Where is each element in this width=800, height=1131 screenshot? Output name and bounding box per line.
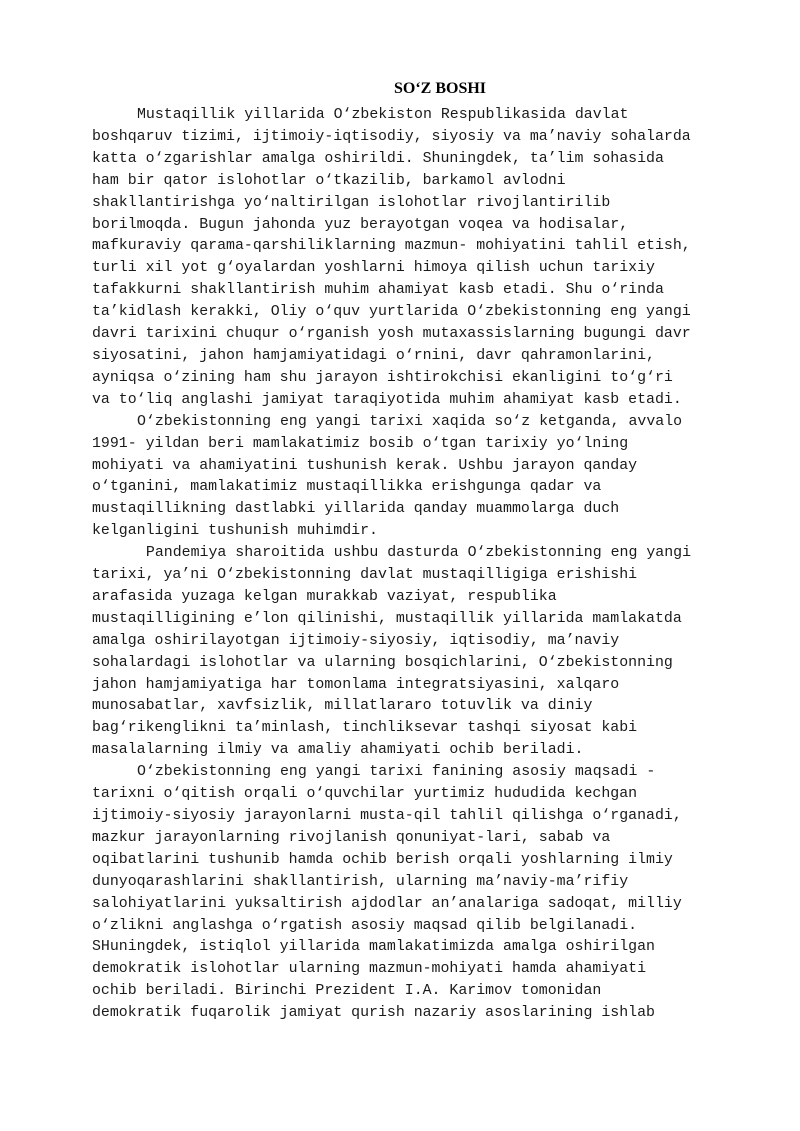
text-line: sohalardagi islohotlar va ularning bosqichlarini, O‘zbekistonning: [92, 654, 673, 671]
text-line: munosabatlar, xavfsizlik, millatlararo totuvlik va diniy: [92, 698, 593, 715]
text-line: O‘zbekistonning eng yangi tarixi xaqida so‘z ketganda, avvalo: [137, 413, 683, 430]
text-line: demokratik fuqarolik jamiyat qurish nazariy asoslarining ishlab: [92, 1005, 655, 1022]
text-line: salohiyatlarini yuksaltirish ajdodlar an’analariga sadoqat, milliy: [92, 895, 682, 912]
text-line: bag‘rikenglikni ta’minlash, tinchliksevar tashqi siyosat kabi: [92, 720, 638, 737]
paragraph: [92, 762, 752, 1025]
text-line: mustaqilligining e’lon qilinishi, mustaqillik yillarida mamlakatda: [92, 610, 682, 627]
text-line: Pandemiya sharoitida ushbu dasturda O‘zbekistonning eng yangi: [137, 545, 692, 562]
text-line: amalga oshirilayotgan ijtimoiy-siyosiy, iqtisodiy, ma’naviy: [92, 632, 620, 649]
text-line: borilmoqda. Bugun jahonda yuz berayotgan voqea va hodisalar,: [92, 216, 629, 233]
text-line: O‘zbekistonning eng yangi tarixi fanining asosiy maqsadi -: [137, 764, 656, 781]
text-line: ham bir qator islohotlar o‘tkazilib, barkamol avlodni: [92, 172, 566, 189]
text-line: tarixi, ya’ni O‘zbekistonning davlat mustaqilligiga erishishi: [92, 567, 638, 584]
text-line: arafasida yuzaga kelgan murakkab vaziyat, respublika: [92, 588, 557, 605]
text-line: ijtimoiy-siyosiy jarayonlarni musta-qil tahlil qilishga o‘rganadi,: [92, 808, 682, 824]
document-title: SO‘Z BOSHI: [393, 80, 487, 97]
text-line: Mustaqillik yillarida O‘zbekiston Respublikasida davlat: [137, 107, 629, 123]
paragraph: [92, 543, 752, 762]
text-line: oqibatlarini tushunib hamda ochib berish orqali yoshlarning ilmiy: [92, 851, 673, 868]
text-line: tafakkurni shakllantirish muhim ahamiyat kasb etadi. Shu o‘rinda: [92, 282, 664, 299]
text-line: o‘zlikni anglashga o‘rgatish asosiy maqsad qilib belgilanadi.: [92, 917, 638, 934]
text-line: shakllantirishga yo‘naltirilgan islohotlar rivojlantirilib: [92, 194, 611, 211]
text-line: mazkur jarayonlarning rivojlanish qonuniyat-lari, sabab va: [92, 829, 611, 846]
paragraph: [92, 105, 752, 412]
text-line: demokratik islohotlar ularning mazmun-mohiyati hamda ahamiyati: [92, 961, 647, 978]
document-body: [92, 105, 752, 1025]
text-line: mafkuraviy qarama-qarshiliklarning mazmun- mohiyatini tahlil etish,: [92, 238, 691, 255]
text-line: masalalarning ilmiy va amaliy ahamiyati ochib beriladi.: [92, 742, 584, 759]
text-line: mustaqillikning dastlabki yillarida qanday muammolarga duch: [92, 501, 620, 518]
text-line: siyosatini, jahon hamjamiyatidagi o‘rnini, davr qahramonlarini,: [92, 347, 655, 364]
text-line: boshqaruv tizimi, ijtimoiy-iqtisodiy, siyosiy va ma’naviy sohalarda: [92, 128, 691, 145]
text-line: kelganligini tushunish muhimdir.: [92, 523, 378, 540]
text-line: jahon hamjamiyatiga har tomonlama integratsiyasini, xalqaro: [92, 676, 620, 693]
paragraph: [92, 412, 752, 543]
text-line: davri tarixini chuqur o‘rganish yosh mutaxassislarning bugungi davr: [92, 326, 691, 343]
text-line: mohiyati va ahamiyatini tushunish kerak. Ushbu jarayon qanday: [92, 457, 638, 474]
text-line: va to‘liq anglashi jamiyat taraqiyotida muhim ahamiyat kasb etadi.: [92, 391, 682, 408]
text-line: katta o‘zgarishlar amalga oshirildi. Shuningdek, ta’lim sohasida: [92, 150, 664, 167]
text-line: SHuningdek, istiqlol yillarida mamlakatimizda amalga oshirilgan: [92, 939, 655, 956]
text-line: ochib beriladi. Birinchi Prezident I.A. Karimov tomonidan: [92, 983, 602, 1000]
document-page: [92, 78, 752, 1025]
text-line: dunyoqarashlarini shakllantirish, ularning ma’naviy-ma’rifiy: [92, 873, 629, 890]
text-line: 1991- yildan beri mamlakatimiz bosib o‘tgan tarixiy yo‘lning: [92, 435, 629, 452]
text-line: tarixni o‘qitish orqali o‘quvchilar yurtimiz hududida kechgan: [92, 786, 638, 803]
text-line: ta’kidlash kerakki, Oliy o‘quv yurtlarida O‘zbekistonning eng yangi: [92, 304, 691, 321]
text-line: ayniqsa o‘zining ham shu jarayon ishtirokchisi ekanligini to‘g‘ri: [92, 369, 673, 386]
text-line: turli xil yot g‘oyalardan yoshlarni himoya qilish uchun tarixiy: [92, 260, 655, 277]
text-line: o‘tganini, mamlakatimiz mustaqillikka erishgunga qadar va: [92, 479, 602, 496]
